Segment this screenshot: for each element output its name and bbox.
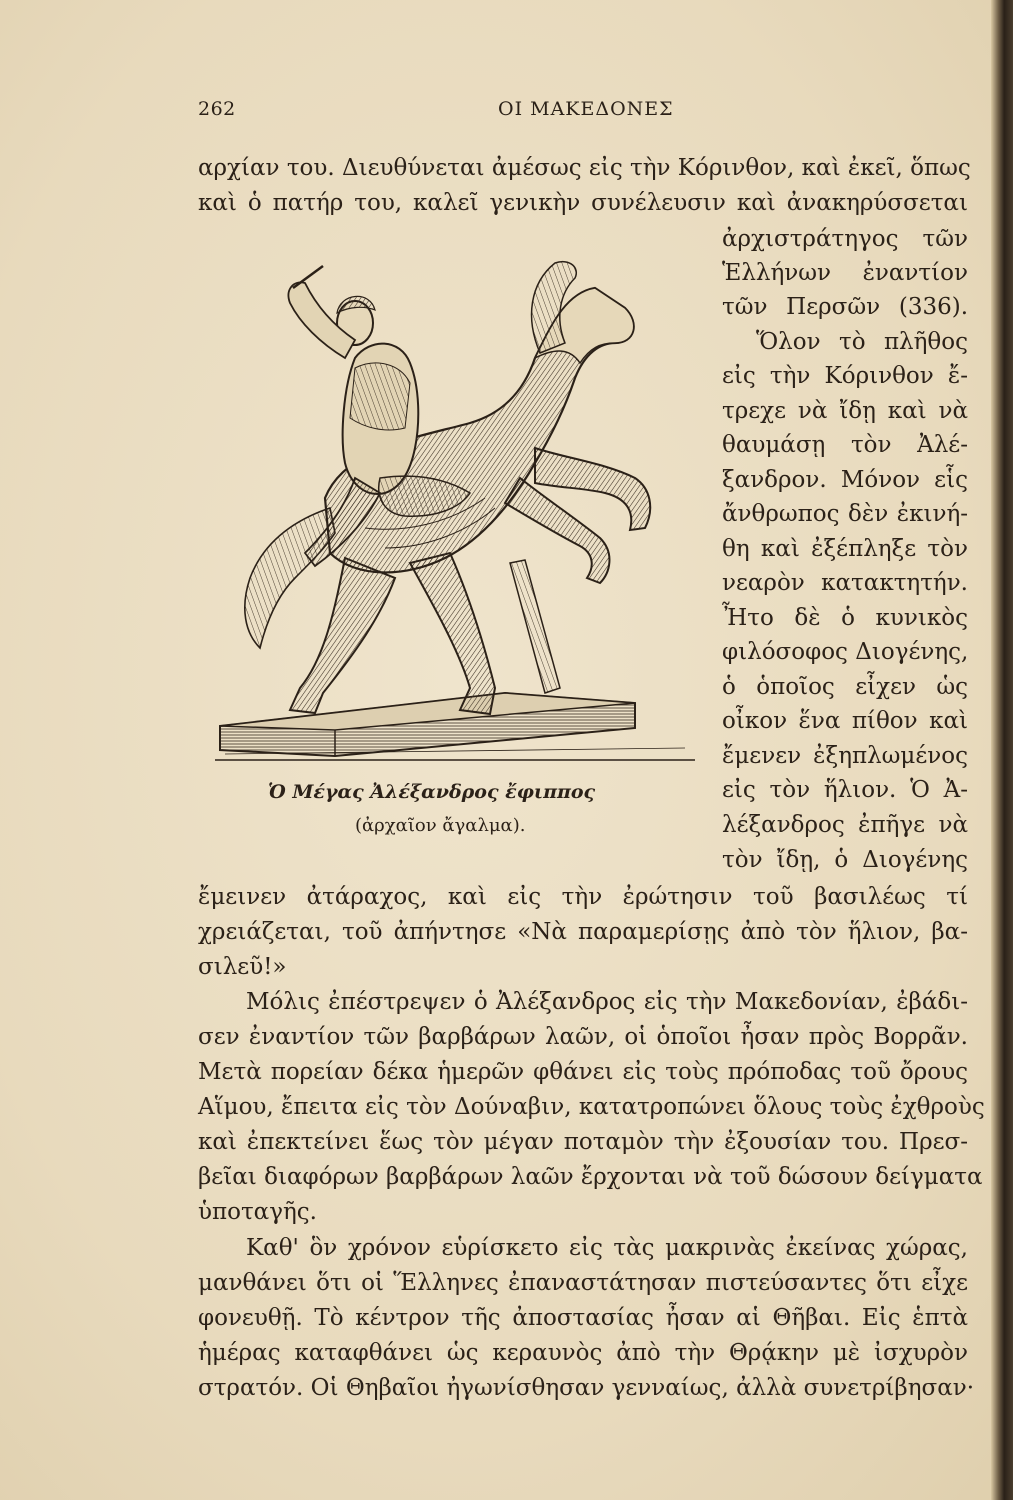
text-line: φιλόσοφος Διογένης, [722, 639, 969, 665]
running-head [198, 98, 968, 128]
book-spine-edge [991, 0, 1013, 1500]
figure-caption: Ὁ Μέγας Ἀλέξανδρος ἔφιππος [268, 781, 596, 803]
text-line: Αἵμου, ἔπειτα εἰς τὸν Δούναβιν, κατατροπώνει ὅλους τοὺς ἐχθροὺς [198, 1094, 985, 1120]
text-line: ξανδρον. Μόνον εἷς [722, 467, 968, 493]
text-line: ἔμενεν ἐξηπλωμένος [722, 743, 968, 769]
text-line: εἰς τὸν ἥλιον. Ὁ Ἀ- [722, 777, 968, 803]
text-line: Ἦτο δὲ ὁ κυνικὸς [722, 605, 968, 631]
text-line: τῶν Περσῶν (336). [722, 294, 968, 320]
text-line: Ἑλλήνων ἐναντίον [722, 260, 968, 286]
text-line: σεν ἐναντίον τῶν βαρβάρων λαῶν, οἱ ὁποῖοι ἦσαν πρὸς Βορρᾶν. [198, 1024, 968, 1050]
text-line: Ὅλον τὸ πλῆθος [756, 329, 968, 355]
text-line: ὑποταγῆς. [198, 1199, 317, 1225]
text-line: ὁ ὁποῖος εἶχεν ὡς [722, 674, 968, 700]
text-line: καὶ ὁ πατήρ του, καλεῖ γενικὴν συνέλευσιν καὶ ἀνακηρύσσεται [198, 190, 968, 216]
page-title: ΟΙ ΜΑΚΕΔΟΝΕΣ [498, 98, 674, 120]
text-line: ἔμεινεν ἀτάραχος, καὶ εἰς τὴν ἐρώτησιν τοῦ βασιλέως τί [198, 884, 968, 910]
text-line: λέξανδρος ἐπῆγε νὰ [722, 812, 968, 838]
text-line: βεῖαι διαφόρων βαρβάρων λαῶν ἔρχονται νὰ τοῦ δώσουν δείγματα [198, 1164, 983, 1190]
figure-caption-subtitle: (ἀρχαῖον ἄγαλμα). [355, 815, 526, 836]
text-line: αρχίαν του. Διευθύνεται ἀμέσως εἰς τὴν Κόρινθον, καὶ ἐκεῖ, ὅπως [198, 155, 971, 181]
text-line: νεαρὸν κατακτητήν. [722, 570, 968, 596]
text-line: μανθάνει ὅτι οἱ Ἕλληνες ἐπαναστάτησαν πιστεύσαντες ὅτι εἶχε [198, 1270, 968, 1296]
text-line: Μετὰ πορείαν δέκα ἡμερῶν φθάνει εἰς τοὺς πρόποδας τοῦ ὄρους [198, 1059, 968, 1085]
text-line: θη καὶ ἐξέπληξε τὸν [722, 536, 968, 562]
text-line: τρεχε νὰ ἴδῃ καὶ νὰ [722, 398, 968, 424]
text-line: χρειάζεται, τοῦ ἀπήντησε «Νὰ παραμερίσῃς ἀπὸ τὸν ἥλιον, βα- [198, 919, 968, 945]
text-line: φονευθῇ. Τὸ κέντρον τῆς ἀποστασίας ἦσαν αἱ Θῆβαι. Εἰς ἑπτὰ [198, 1305, 968, 1331]
text-line: Καθ' ὃν χρόνον εὑρίσκετο εἰς τὰς μακρινὰς ἐκείνας χώρας, [246, 1235, 968, 1261]
text-line: στρατόν. Οἱ Θηβαῖοι ἠγωνίσθησαν γενναίως, ἀλλὰ συνετρίβησαν· [198, 1375, 975, 1401]
statue-illustration [205, 248, 705, 783]
text-line: τὸν ἴδῃ, ὁ Διογένης [722, 847, 968, 873]
text-line: ἡμέρας καταφθάνει ὡς κεραυνὸς ἀπὸ τὴν Θρᾴκην μὲ ἰσχυρὸν [198, 1340, 968, 1366]
text-line: καὶ ἐπεκτείνει ἕως τὸν μέγαν ποταμὸν τὴν ἐξουσίαν του. Πρεσ- [198, 1129, 968, 1155]
page-number: 262 [198, 98, 236, 120]
text-line: οἶκον ἕνα πίθον καὶ [722, 708, 968, 734]
text-line: σιλεῦ!» [198, 954, 287, 980]
text-line: θαυμάσῃ τὸν Ἀλέ- [722, 432, 968, 458]
text-line: εἰς τὴν Κόρινθον ἔ- [722, 363, 968, 389]
text-line: ἀρχιστράτηγος τῶν [722, 226, 968, 252]
text-line: ἄνθρωπος δὲν ἐκινή- [722, 501, 968, 527]
text-line: Μόλις ἐπέστρεψεν ὁ Ἀλέξανδρος εἰς τὴν Μακεδονίαν, ἐβάδι- [246, 989, 968, 1015]
